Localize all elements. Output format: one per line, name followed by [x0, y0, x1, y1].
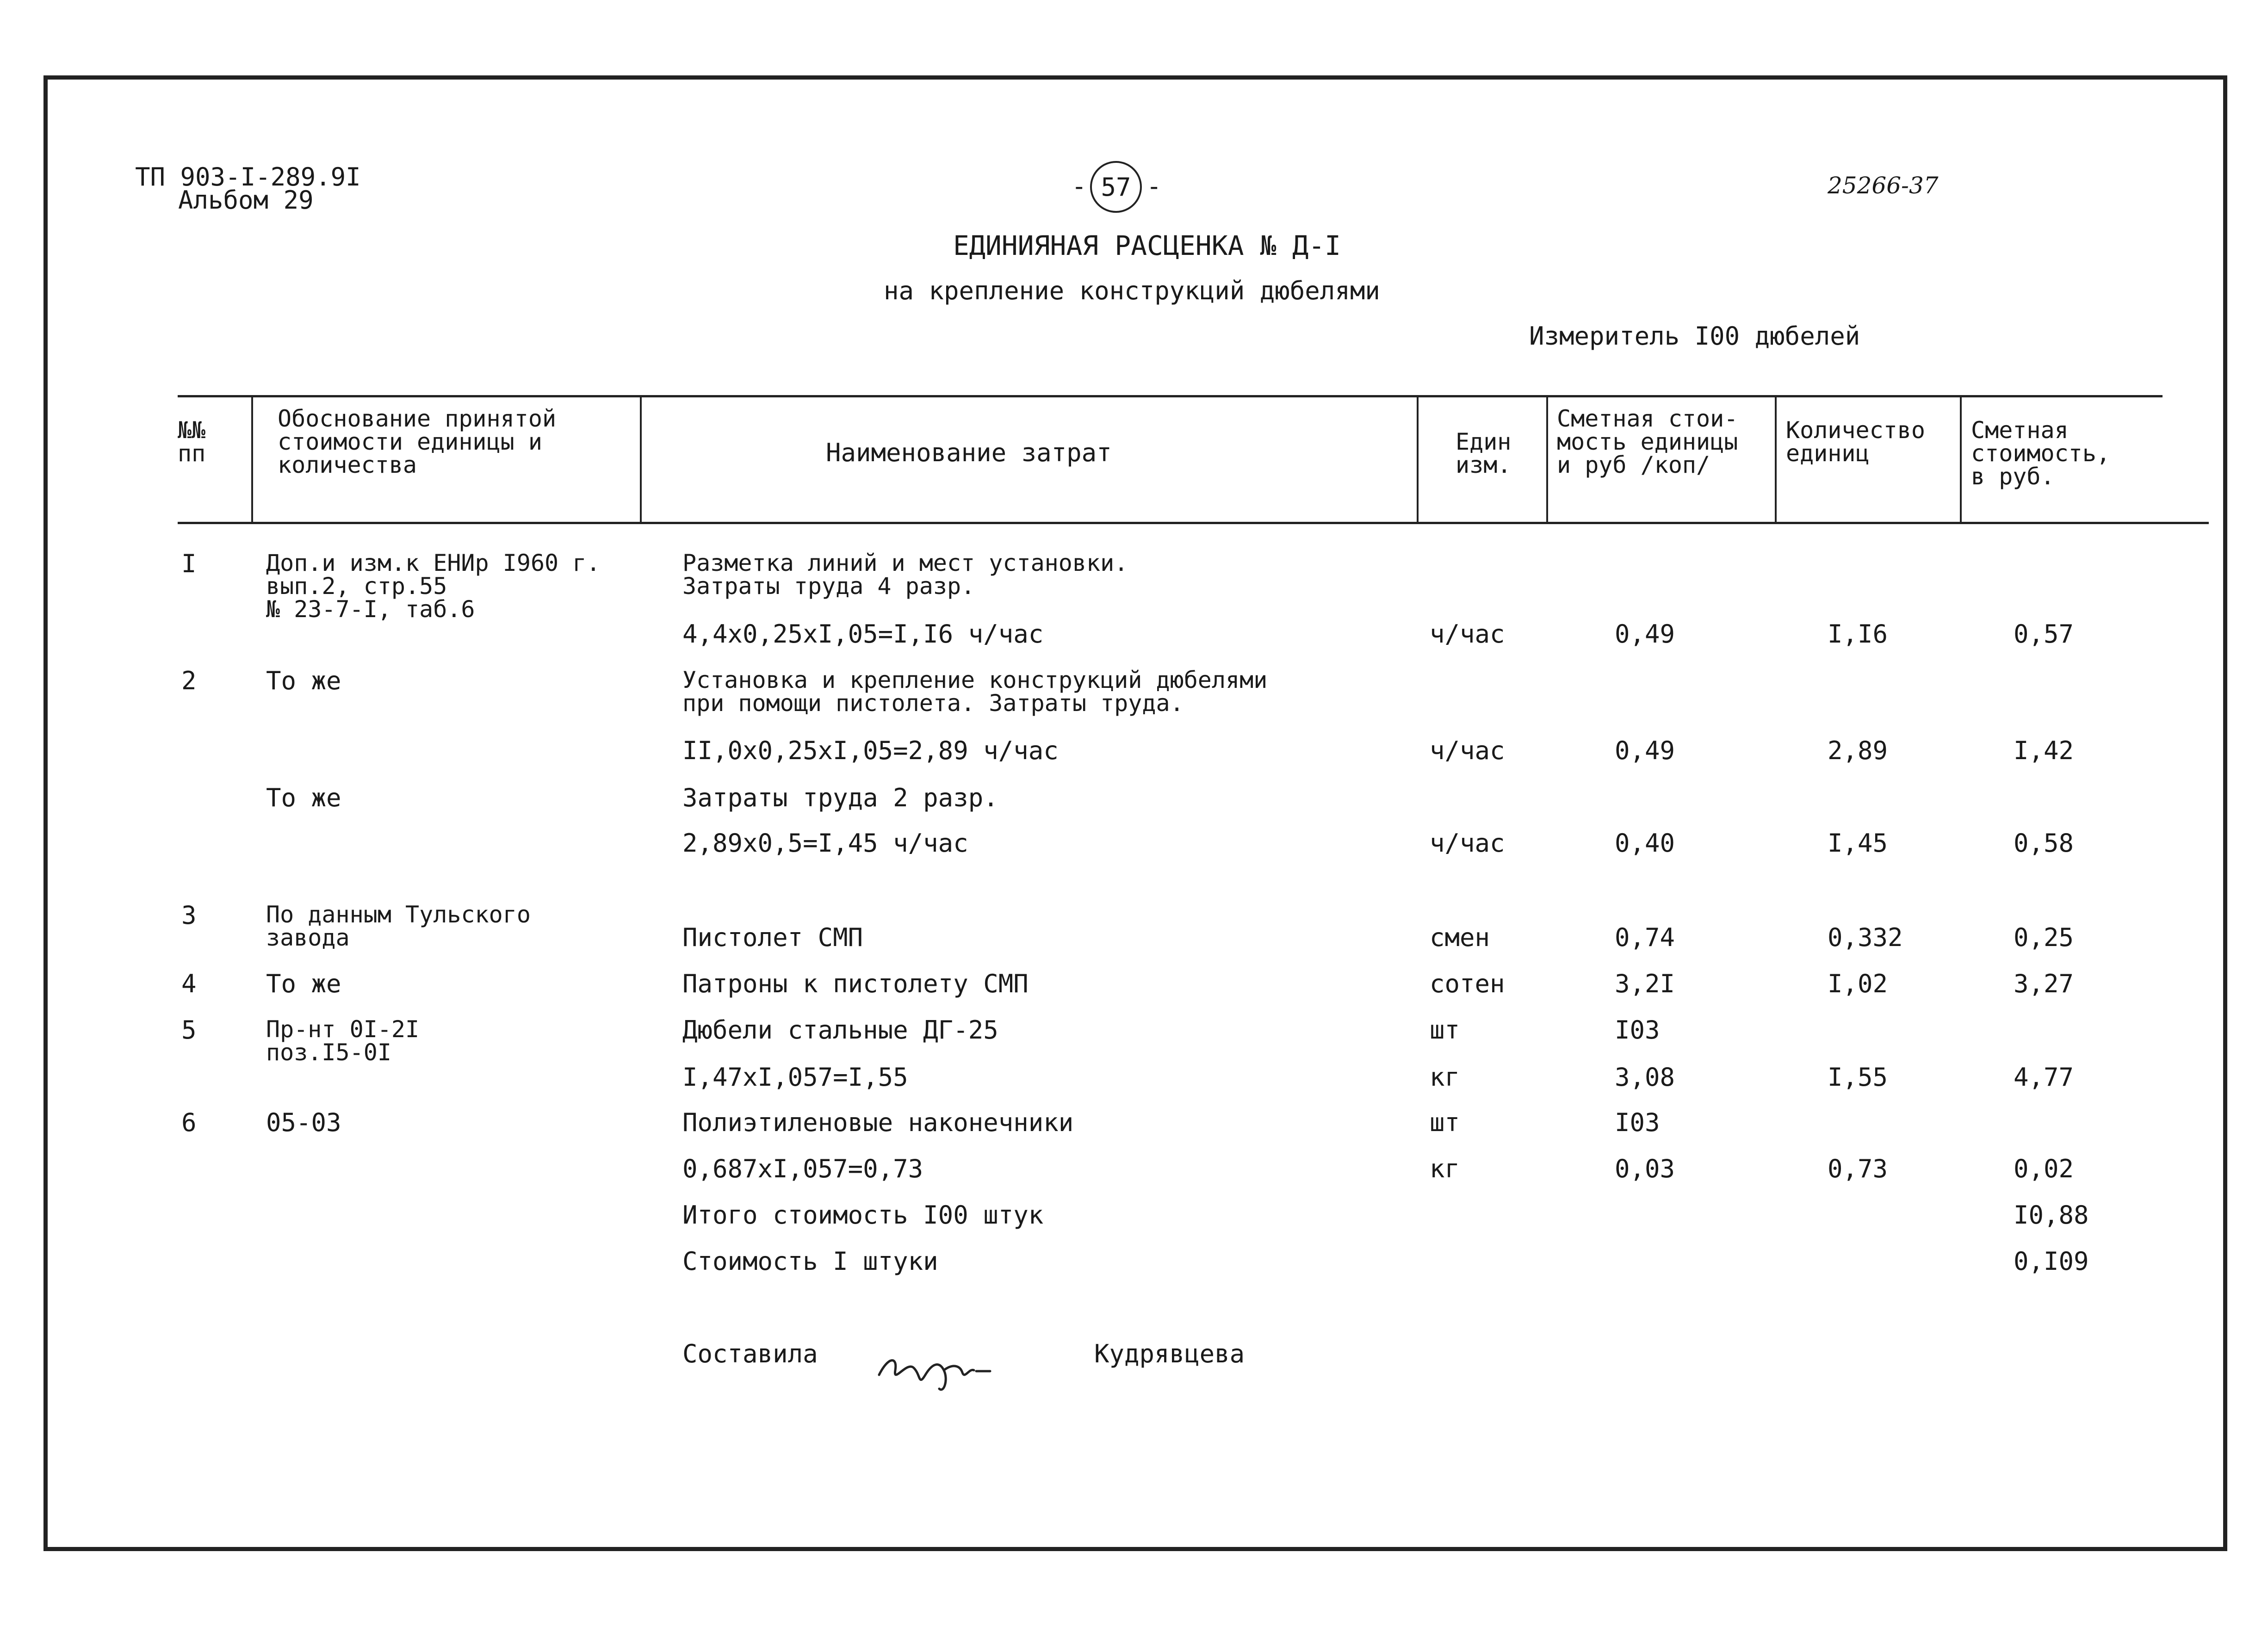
row-2d-unit: ч/час	[1430, 829, 1505, 858]
row-2c-basis: То же	[266, 783, 341, 812]
table-top-rule	[178, 395, 2163, 397]
row-2c-name: Затраты труда 2 разр.	[682, 783, 998, 812]
row-6b-cost: 0,02	[2014, 1154, 2074, 1183]
row-6-basis: 05-03	[266, 1108, 341, 1137]
row-1b-name: 4,4х0,25хI,05=I,I6 ч/час	[682, 619, 1044, 649]
row-2d-qty: I,45	[1828, 829, 1888, 858]
row-2d-name: 2,89х0,5=I,45 ч/час	[682, 829, 968, 858]
row-5b-cost: 4,77	[2014, 1063, 2074, 1092]
row-5b-name: I,47хI,057=I,55	[682, 1063, 908, 1092]
row-6-price: I03	[1615, 1108, 1660, 1137]
col-divider-6	[1960, 397, 1962, 523]
header-qty: Количество единиц	[1786, 417, 1926, 467]
row-5-price: I03	[1615, 1015, 1660, 1045]
row-1-name: Разметка линий и мест установки. Затраты труда 4 разр.	[682, 550, 1128, 600]
row-2b-qty: 2,89	[1828, 736, 1888, 765]
page-dash-left: -	[1072, 172, 1087, 201]
header-cost: Сметная стоимость, в руб.	[1971, 417, 2111, 490]
compiled-by-label: Составила	[682, 1339, 818, 1368]
row-3-price: 0,74	[1615, 923, 1675, 952]
row-5-basis: Пр-нт 0I-2I поз.I5-0I	[266, 1016, 420, 1066]
row-3-unit: смен	[1430, 923, 1490, 952]
measure-unit: Измеритель I00 дюбелей	[1529, 322, 1860, 351]
unit-cost-label: Стоимость I штуки	[682, 1247, 938, 1276]
col-divider-4	[1546, 397, 1548, 523]
row-2b-cost: I,42	[2014, 736, 2074, 765]
row-2-name: Установка и крепление конструкций дюбелями при помощи пистолета. Затраты труда.	[682, 667, 1268, 717]
row-1b-price: 0,49	[1615, 619, 1675, 649]
stamp-number: 25266-37	[1828, 172, 1939, 199]
row-6-name: Полиэтиленовые наконечники	[682, 1108, 1074, 1137]
header-price: Сметная стои- мость единицы и руб /коп/	[1557, 405, 1738, 478]
row-2-basis: То же	[266, 666, 341, 695]
row-3-basis: По данным Тульского завода	[266, 901, 531, 951]
signature	[874, 1328, 995, 1405]
row-4-cost: 3,27	[2014, 969, 2074, 998]
row-3-num: 3	[181, 901, 197, 930]
row-3-cost: 0,25	[2014, 923, 2074, 952]
row-2b-name: II,0х0,25хI,05=2,89 ч/час	[682, 736, 1059, 765]
document-title: ЕДИНИЯНАЯ РАСЦЕНКА № Д-I	[953, 230, 1341, 261]
row-6-unit: шт	[1430, 1108, 1460, 1137]
row-6b-price: 0,03	[1615, 1154, 1675, 1183]
page-dash-right: -	[1146, 172, 1162, 201]
table-header-rule	[178, 522, 2209, 524]
row-3-qty: 0,332	[1828, 923, 1903, 952]
row-1b-cost: 0,57	[2014, 619, 2074, 649]
row-2b-price: 0,49	[1615, 736, 1675, 765]
row-2d-cost: 0,58	[2014, 829, 2074, 858]
row-2-num: 2	[181, 666, 197, 695]
total-label: Итого стоимость I00 штук	[682, 1200, 1044, 1230]
row-5-name: Дюбели стальные ДГ-25	[682, 1015, 998, 1045]
header-num: №№ пп	[178, 417, 206, 467]
row-1b-qty: I,I6	[1828, 619, 1888, 649]
row-5b-qty: I,55	[1828, 1063, 1888, 1092]
total-value: I0,88	[2014, 1200, 2089, 1230]
row-1-num: I	[181, 549, 197, 578]
album-label: Альбом 29	[178, 186, 314, 215]
col-divider-3	[1417, 397, 1419, 523]
row-4-price: 3,2I	[1615, 969, 1675, 998]
row-5-unit: шт	[1430, 1015, 1460, 1045]
row-4-qty: I,02	[1828, 969, 1888, 998]
row-1-basis: Доп.и изм.к ЕНИр I960 г. вып.2, стр.55 № 23-7-I, таб.6	[266, 550, 601, 623]
row-4-name: Патроны к пистолету СМП	[682, 969, 1029, 998]
row-2b-unit: ч/час	[1430, 736, 1505, 765]
document-subtitle: на крепление конструкций дюбелями	[884, 276, 1380, 305]
row-4-basis: То же	[266, 969, 341, 998]
page-number: 57	[1090, 161, 1142, 213]
row-6b-qty: 0,73	[1828, 1154, 1888, 1183]
row-5-num: 5	[181, 1015, 197, 1045]
header-unit: Един изм.	[1456, 428, 1512, 478]
compiler-name: Кудрявцева	[1094, 1339, 1245, 1368]
row-4-unit: сотен	[1430, 969, 1505, 998]
col-divider-1	[251, 397, 253, 523]
row-6-num: 6	[181, 1108, 197, 1137]
row-5b-price: 3,08	[1615, 1063, 1675, 1092]
row-1b-unit: ч/час	[1430, 619, 1505, 649]
row-2d-price: 0,40	[1615, 829, 1675, 858]
unit-cost-value: 0,I09	[2014, 1247, 2089, 1276]
col-divider-5	[1775, 397, 1777, 523]
row-5b-unit: кг	[1430, 1063, 1460, 1092]
row-4-num: 4	[181, 969, 197, 998]
header-basis: Обоснование принятой стоимости единицы и количества	[278, 405, 557, 478]
col-divider-2	[640, 397, 642, 523]
row-6b-name: 0,687хI,057=0,73	[682, 1154, 923, 1183]
doc-code: ТП 903-I-289.9I	[135, 162, 361, 192]
header-name: Наименование затрат	[826, 438, 1112, 467]
row-3-name: Пистолет СМП	[682, 923, 863, 952]
row-6b-unit: кг	[1430, 1154, 1460, 1183]
